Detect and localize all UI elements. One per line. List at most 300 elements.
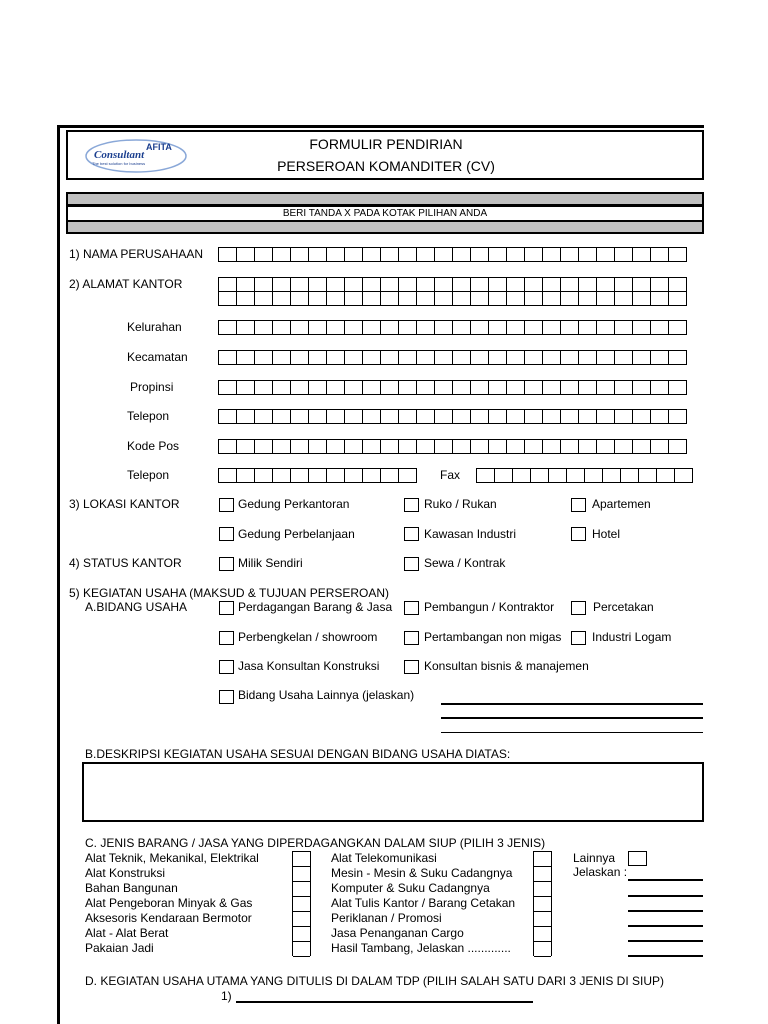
char-box[interactable] bbox=[614, 291, 633, 306]
char-box[interactable] bbox=[236, 350, 255, 365]
char-box[interactable] bbox=[236, 468, 255, 483]
char-box[interactable] bbox=[578, 380, 597, 395]
char-box[interactable] bbox=[272, 380, 291, 395]
char-box[interactable] bbox=[470, 247, 489, 262]
char-box[interactable] bbox=[308, 320, 327, 335]
char-box[interactable] bbox=[596, 277, 615, 292]
char-box[interactable] bbox=[560, 320, 579, 335]
char-box[interactable] bbox=[602, 468, 621, 483]
char-box[interactable] bbox=[566, 468, 585, 483]
char-box[interactable] bbox=[362, 350, 381, 365]
char-box[interactable] bbox=[236, 247, 255, 262]
char-box[interactable] bbox=[326, 350, 345, 365]
char-box[interactable] bbox=[272, 468, 291, 483]
char-box[interactable] bbox=[524, 409, 543, 424]
char-box[interactable] bbox=[614, 380, 633, 395]
char-box[interactable] bbox=[614, 277, 633, 292]
char-box[interactable] bbox=[380, 277, 399, 292]
char-box[interactable] bbox=[674, 468, 693, 483]
char-box[interactable] bbox=[488, 409, 507, 424]
char-box[interactable] bbox=[512, 468, 531, 483]
char-box[interactable] bbox=[326, 320, 345, 335]
char-box[interactable] bbox=[416, 247, 435, 262]
instruction-banner-bottom bbox=[66, 220, 704, 234]
checkbox-lainnya[interactable] bbox=[628, 851, 647, 866]
char-box[interactable] bbox=[434, 380, 453, 395]
char-box[interactable] bbox=[650, 247, 669, 262]
char-box[interactable] bbox=[578, 291, 597, 306]
char-box[interactable] bbox=[452, 380, 471, 395]
char-box[interactable] bbox=[344, 380, 363, 395]
char-box[interactable] bbox=[344, 350, 363, 365]
char-box[interactable] bbox=[416, 409, 435, 424]
checkbox-gedung-perkantoran[interactable] bbox=[219, 498, 234, 512]
char-box[interactable] bbox=[434, 277, 453, 292]
char-box[interactable] bbox=[506, 380, 525, 395]
char-box[interactable] bbox=[254, 291, 273, 306]
char-box[interactable] bbox=[254, 439, 273, 454]
char-box[interactable] bbox=[434, 409, 453, 424]
char-box[interactable] bbox=[596, 380, 615, 395]
label-deskripsi: B.DESKRIPSI KEGIATAN USAHA SESUAI DENGAN BIDANG USAHA DIATAS: bbox=[85, 747, 511, 761]
char-box[interactable] bbox=[542, 320, 561, 335]
char-box[interactable] bbox=[380, 409, 399, 424]
char-box[interactable] bbox=[218, 409, 237, 424]
char-box[interactable] bbox=[308, 291, 327, 306]
char-box[interactable] bbox=[578, 277, 597, 292]
char-box[interactable] bbox=[488, 350, 507, 365]
char-box[interactable] bbox=[434, 291, 453, 306]
char-box[interactable] bbox=[560, 380, 579, 395]
char-box[interactable] bbox=[398, 439, 417, 454]
deskripsi-textarea[interactable] bbox=[82, 762, 704, 822]
char-box[interactable] bbox=[560, 439, 579, 454]
char-box[interactable] bbox=[632, 350, 651, 365]
label-kode-pos: Kode Pos bbox=[127, 439, 180, 453]
propinsi-input[interactable] bbox=[218, 380, 687, 395]
char-box[interactable] bbox=[326, 468, 345, 483]
checkbox-apartemen[interactable] bbox=[571, 498, 586, 512]
char-box[interactable] bbox=[452, 350, 471, 365]
char-box[interactable] bbox=[380, 439, 399, 454]
char-box[interactable] bbox=[326, 277, 345, 292]
char-box[interactable] bbox=[290, 380, 309, 395]
char-box[interactable] bbox=[290, 320, 309, 335]
char-box[interactable] bbox=[668, 409, 687, 424]
char-box[interactable] bbox=[236, 439, 255, 454]
lainnya-line-3[interactable] bbox=[441, 732, 703, 733]
char-box[interactable] bbox=[488, 439, 507, 454]
char-box[interactable] bbox=[506, 247, 525, 262]
char-box[interactable] bbox=[218, 277, 237, 292]
char-box[interactable] bbox=[650, 439, 669, 454]
label-telepon-2: Telepon bbox=[127, 468, 170, 482]
char-box[interactable] bbox=[668, 350, 687, 365]
char-box[interactable] bbox=[578, 439, 597, 454]
char-box[interactable] bbox=[416, 277, 435, 292]
label-alamat-kantor: 2) ALAMAT KANTOR bbox=[69, 277, 183, 291]
char-box[interactable] bbox=[290, 409, 309, 424]
char-box[interactable] bbox=[416, 350, 435, 365]
char-box[interactable] bbox=[578, 247, 597, 262]
page-top-border bbox=[57, 125, 704, 128]
char-box[interactable] bbox=[650, 277, 669, 292]
svg-text:Consultant: Consultant bbox=[94, 149, 145, 161]
char-box[interactable] bbox=[398, 380, 417, 395]
char-box[interactable] bbox=[362, 320, 381, 335]
char-box[interactable] bbox=[452, 247, 471, 262]
nama-perusahaan-input[interactable] bbox=[218, 247, 687, 262]
char-box[interactable] bbox=[596, 320, 615, 335]
svg-text:AFITA: AFITA bbox=[146, 142, 172, 152]
checkbox-kawasan-industri[interactable] bbox=[404, 527, 419, 541]
jenis-col1-item: Alat Teknik, Mekanikal, Elektrikal bbox=[85, 851, 259, 865]
char-box[interactable] bbox=[326, 439, 345, 454]
char-box[interactable] bbox=[578, 350, 597, 365]
char-box[interactable] bbox=[380, 380, 399, 395]
char-box[interactable] bbox=[668, 277, 687, 292]
char-box[interactable] bbox=[578, 320, 597, 335]
char-box[interactable] bbox=[452, 409, 471, 424]
char-box[interactable] bbox=[218, 468, 237, 483]
jelaskan-line-1[interactable] bbox=[628, 879, 703, 881]
page-left-border bbox=[57, 125, 60, 1024]
jelaskan-line-2[interactable] bbox=[628, 895, 703, 897]
char-box[interactable] bbox=[344, 320, 363, 335]
char-box[interactable] bbox=[614, 409, 633, 424]
char-box[interactable] bbox=[380, 291, 399, 306]
char-box[interactable] bbox=[308, 380, 327, 395]
jenis-col1-item: Bahan Bangunan bbox=[85, 881, 178, 895]
char-box[interactable] bbox=[560, 247, 579, 262]
char-box[interactable] bbox=[380, 468, 399, 483]
char-box[interactable] bbox=[398, 350, 417, 365]
char-box[interactable] bbox=[362, 291, 381, 306]
char-box[interactable] bbox=[272, 409, 291, 424]
label-nama-perusahaan: 1) NAMA PERUSAHAAN bbox=[69, 247, 204, 261]
char-box[interactable] bbox=[524, 439, 543, 454]
char-box[interactable] bbox=[542, 439, 561, 454]
kelurahan-input[interactable] bbox=[218, 320, 687, 335]
char-box[interactable] bbox=[542, 291, 561, 306]
char-box[interactable] bbox=[632, 247, 651, 262]
checkbox-hotel[interactable] bbox=[571, 527, 586, 541]
char-box[interactable] bbox=[488, 380, 507, 395]
char-box[interactable] bbox=[560, 350, 579, 365]
char-box[interactable] bbox=[596, 439, 615, 454]
char-box[interactable] bbox=[398, 291, 417, 306]
char-box[interactable] bbox=[254, 350, 273, 365]
char-box[interactable] bbox=[308, 350, 327, 365]
char-box[interactable] bbox=[290, 350, 309, 365]
char-box[interactable] bbox=[524, 380, 543, 395]
char-box[interactable] bbox=[434, 350, 453, 365]
char-box[interactable] bbox=[344, 247, 363, 262]
char-box[interactable] bbox=[470, 320, 489, 335]
jelaskan-line-5[interactable] bbox=[628, 940, 703, 942]
checkbox-pembangun-kontraktor[interactable] bbox=[404, 601, 419, 615]
char-box[interactable] bbox=[254, 277, 273, 292]
label-jelaskan: Jelaskan : bbox=[573, 865, 628, 879]
char-box[interactable] bbox=[362, 277, 381, 292]
label-kegiatan-utama: D. KEGIATAN USAHA UTAMA YANG DITULIS DI DALAM TDP (PILIH SALAH SATU DARI 3 JENIS DI SIUP) bbox=[85, 974, 665, 988]
instruction-banner-top bbox=[66, 192, 704, 206]
char-box[interactable] bbox=[578, 409, 597, 424]
char-box[interactable] bbox=[506, 439, 525, 454]
char-box[interactable] bbox=[254, 380, 273, 395]
label-kelurahan: Kelurahan bbox=[127, 320, 182, 334]
char-box[interactable] bbox=[506, 409, 525, 424]
lainnya-line-2[interactable] bbox=[441, 717, 703, 719]
char-box[interactable] bbox=[452, 291, 471, 306]
jelaskan-line-6[interactable] bbox=[628, 955, 703, 957]
char-box[interactable] bbox=[362, 468, 381, 483]
char-box[interactable] bbox=[434, 247, 453, 262]
char-box[interactable] bbox=[254, 247, 273, 262]
char-box[interactable] bbox=[470, 277, 489, 292]
char-box[interactable] bbox=[272, 320, 291, 335]
checkbox-pertambangan[interactable] bbox=[404, 631, 419, 645]
char-box[interactable] bbox=[524, 277, 543, 292]
char-box[interactable] bbox=[272, 291, 291, 306]
char-box[interactable] bbox=[524, 320, 543, 335]
char-box[interactable] bbox=[542, 350, 561, 365]
char-box[interactable] bbox=[344, 439, 363, 454]
char-box[interactable] bbox=[254, 409, 273, 424]
char-box[interactable] bbox=[290, 439, 309, 454]
char-box[interactable] bbox=[632, 320, 651, 335]
char-box[interactable] bbox=[308, 468, 327, 483]
char-box[interactable] bbox=[596, 350, 615, 365]
char-box[interactable] bbox=[596, 409, 615, 424]
checkbox-konsultan-bisnis[interactable] bbox=[404, 660, 419, 674]
char-box[interactable] bbox=[398, 409, 417, 424]
char-box[interactable] bbox=[560, 291, 579, 306]
char-box[interactable] bbox=[380, 247, 399, 262]
char-box[interactable] bbox=[236, 277, 255, 292]
char-box[interactable] bbox=[668, 247, 687, 262]
char-box[interactable] bbox=[524, 291, 543, 306]
char-box[interactable] bbox=[452, 439, 471, 454]
char-box[interactable] bbox=[560, 409, 579, 424]
char-box[interactable] bbox=[344, 277, 363, 292]
char-box[interactable] bbox=[416, 320, 435, 335]
char-box[interactable] bbox=[362, 380, 381, 395]
char-box[interactable] bbox=[326, 380, 345, 395]
char-box[interactable] bbox=[380, 350, 399, 365]
jenis-col1-checkboxes[interactable] bbox=[292, 851, 311, 956]
checkbox-percetakan[interactable] bbox=[571, 601, 586, 615]
char-box[interactable] bbox=[530, 468, 549, 483]
char-box[interactable] bbox=[380, 320, 399, 335]
fax-input[interactable] bbox=[476, 468, 693, 483]
char-box[interactable] bbox=[452, 277, 471, 292]
char-box[interactable] bbox=[614, 439, 633, 454]
char-box[interactable] bbox=[254, 468, 273, 483]
char-box[interactable] bbox=[620, 468, 639, 483]
char-box[interactable] bbox=[290, 277, 309, 292]
char-box[interactable] bbox=[272, 439, 291, 454]
char-box[interactable] bbox=[650, 409, 669, 424]
char-box[interactable] bbox=[596, 291, 615, 306]
char-box[interactable] bbox=[650, 320, 669, 335]
jenis-col2-item: Hasil Tambang, Jelaskan ............. bbox=[331, 941, 511, 955]
char-box[interactable] bbox=[308, 439, 327, 454]
option-apartemen: Apartemen bbox=[592, 497, 651, 511]
jelaskan-line-3[interactable] bbox=[628, 910, 703, 912]
char-box[interactable] bbox=[470, 291, 489, 306]
char-box[interactable] bbox=[524, 350, 543, 365]
char-box[interactable] bbox=[398, 320, 417, 335]
char-box[interactable] bbox=[326, 291, 345, 306]
char-box[interactable] bbox=[236, 409, 255, 424]
char-box[interactable] bbox=[506, 320, 525, 335]
char-box[interactable] bbox=[476, 468, 495, 483]
jenis-col2-item: Periklanan / Promosi bbox=[331, 911, 442, 925]
char-box[interactable] bbox=[218, 247, 237, 262]
char-box[interactable] bbox=[470, 409, 489, 424]
char-box[interactable] bbox=[272, 277, 291, 292]
label-propinsi: Propinsi bbox=[130, 380, 174, 394]
char-box[interactable] bbox=[506, 291, 525, 306]
char-box[interactable] bbox=[272, 350, 291, 365]
char-box[interactable] bbox=[236, 320, 255, 335]
char-box[interactable] bbox=[638, 468, 657, 483]
char-box[interactable] bbox=[650, 380, 669, 395]
jenis-col2-item: Jasa Penanganan Cargo bbox=[331, 926, 464, 940]
char-box[interactable] bbox=[236, 380, 255, 395]
char-box[interactable] bbox=[542, 380, 561, 395]
char-box[interactable] bbox=[344, 468, 363, 483]
label-fax: Fax bbox=[440, 468, 461, 482]
char-box[interactable] bbox=[656, 468, 675, 483]
char-box[interactable] bbox=[668, 380, 687, 395]
char-box[interactable] bbox=[254, 320, 273, 335]
checkbox-industri-logam[interactable] bbox=[571, 631, 586, 645]
char-box[interactable] bbox=[506, 350, 525, 365]
alamat-kantor-input-line1[interactable] bbox=[218, 277, 687, 292]
char-box[interactable] bbox=[488, 277, 507, 292]
char-box[interactable] bbox=[290, 247, 309, 262]
checkbox-gedung-perbelanjaan[interactable] bbox=[219, 527, 234, 541]
char-box[interactable] bbox=[218, 320, 237, 335]
jenis-col2-checkboxes[interactable] bbox=[533, 851, 552, 956]
char-box[interactable] bbox=[668, 320, 687, 335]
checkbox-sewa-kontrak[interactable] bbox=[404, 557, 419, 571]
char-box[interactable] bbox=[668, 291, 687, 306]
char-box[interactable] bbox=[290, 291, 309, 306]
char-box[interactable] bbox=[614, 247, 633, 262]
kecamatan-input[interactable] bbox=[218, 350, 687, 365]
char-box[interactable] bbox=[452, 320, 471, 335]
char-box[interactable] bbox=[218, 291, 237, 306]
kegiatan-utama-line-1[interactable] bbox=[236, 1001, 533, 1003]
char-box[interactable] bbox=[344, 409, 363, 424]
char-box[interactable] bbox=[542, 247, 561, 262]
char-box[interactable] bbox=[524, 247, 543, 262]
svg-text:The best solution for business: The best solution for business bbox=[92, 161, 146, 166]
char-box[interactable] bbox=[632, 291, 651, 306]
char-box[interactable] bbox=[488, 291, 507, 306]
alamat-kantor-input-line2[interactable] bbox=[218, 291, 687, 306]
label-telepon: Telepon bbox=[127, 409, 170, 423]
char-box[interactable] bbox=[362, 409, 381, 424]
jenis-col1-item: Pakaian Jadi bbox=[85, 941, 154, 955]
checkbox-ruko-rukan[interactable] bbox=[404, 498, 419, 512]
char-box[interactable] bbox=[632, 380, 651, 395]
char-box[interactable] bbox=[542, 277, 561, 292]
char-box[interactable] bbox=[614, 350, 633, 365]
checkbox-bidang-usaha-lainnya[interactable] bbox=[219, 690, 234, 704]
char-box[interactable] bbox=[290, 468, 309, 483]
char-box[interactable] bbox=[584, 468, 603, 483]
char-box[interactable] bbox=[416, 291, 435, 306]
char-box[interactable] bbox=[434, 320, 453, 335]
char-box[interactable] bbox=[488, 247, 507, 262]
checkbox-milik-sendiri[interactable] bbox=[219, 557, 234, 571]
char-box[interactable] bbox=[272, 247, 291, 262]
char-box[interactable] bbox=[326, 247, 345, 262]
char-box[interactable] bbox=[416, 380, 435, 395]
char-box[interactable] bbox=[308, 409, 327, 424]
char-box[interactable] bbox=[488, 320, 507, 335]
char-box[interactable] bbox=[632, 409, 651, 424]
telepon-2-input[interactable] bbox=[218, 468, 417, 483]
char-box[interactable] bbox=[668, 439, 687, 454]
char-box[interactable] bbox=[596, 247, 615, 262]
char-box[interactable] bbox=[650, 291, 669, 306]
char-box[interactable] bbox=[632, 439, 651, 454]
char-box[interactable] bbox=[236, 291, 255, 306]
char-box[interactable] bbox=[560, 277, 579, 292]
char-box[interactable] bbox=[650, 350, 669, 365]
char-box[interactable] bbox=[494, 468, 513, 483]
char-box[interactable] bbox=[308, 247, 327, 262]
char-box[interactable] bbox=[470, 350, 489, 365]
char-box[interactable] bbox=[470, 380, 489, 395]
jelaskan-line-4[interactable] bbox=[628, 925, 703, 927]
char-box[interactable] bbox=[398, 247, 417, 262]
char-box[interactable] bbox=[506, 277, 525, 292]
char-box[interactable] bbox=[218, 380, 237, 395]
form-title-line1: FORMULIR PENDIRIAN bbox=[309, 136, 463, 152]
kode-pos-input[interactable] bbox=[218, 439, 687, 454]
char-box[interactable] bbox=[308, 277, 327, 292]
char-box[interactable] bbox=[470, 439, 489, 454]
char-box[interactable] bbox=[614, 320, 633, 335]
char-box[interactable] bbox=[344, 291, 363, 306]
char-box[interactable] bbox=[398, 277, 417, 292]
char-box[interactable] bbox=[398, 468, 417, 483]
char-box[interactable] bbox=[218, 439, 237, 454]
telepon-input[interactable] bbox=[218, 409, 687, 424]
char-box[interactable] bbox=[218, 350, 237, 365]
char-box[interactable] bbox=[362, 439, 381, 454]
char-box[interactable] bbox=[548, 468, 567, 483]
jenis-col1-list bbox=[85, 851, 259, 956]
char-box[interactable] bbox=[632, 277, 651, 292]
char-box[interactable] bbox=[434, 439, 453, 454]
char-box[interactable] bbox=[416, 439, 435, 454]
checkbox-perbengkelan[interactable] bbox=[219, 631, 234, 645]
char-box[interactable] bbox=[542, 409, 561, 424]
option-percetakan: Percetakan bbox=[593, 600, 654, 614]
checkbox-perdagangan[interactable] bbox=[219, 601, 234, 615]
char-box[interactable] bbox=[326, 409, 345, 424]
char-box[interactable] bbox=[362, 247, 381, 262]
lainnya-line-1[interactable] bbox=[441, 703, 703, 705]
checkbox-jasa-konsultan-konstruksi[interactable] bbox=[219, 660, 234, 674]
